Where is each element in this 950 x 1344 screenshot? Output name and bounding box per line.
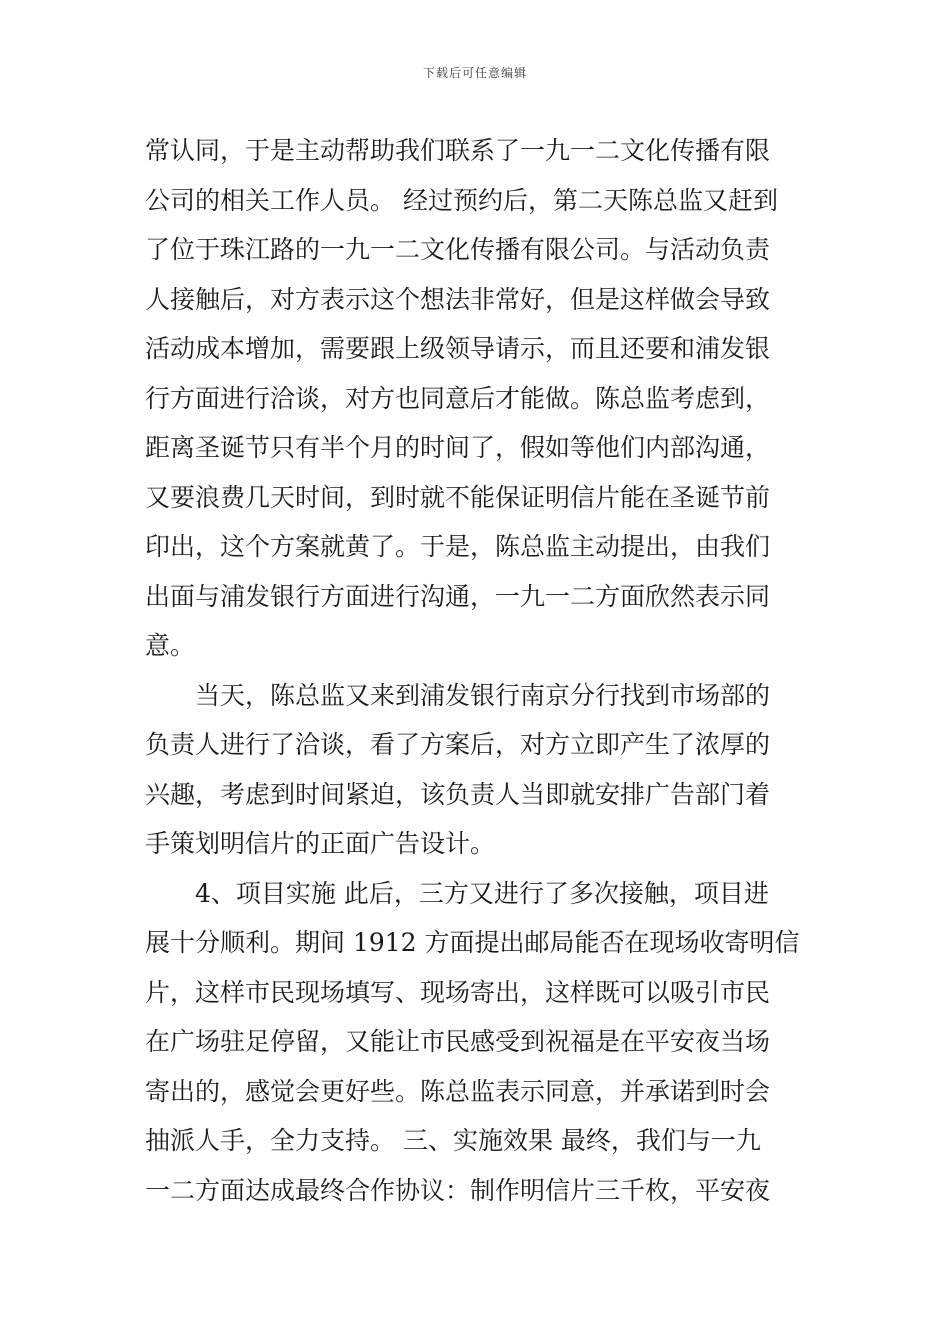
text-line: 抽派人手，全力支持。 三、实施效果 最终，我们与一九 xyxy=(145,1126,761,1155)
text-line: 公司的相关工作人员。 经过预约后，第二天陈总监又赶到 xyxy=(145,185,778,215)
text-line: 片，这样市民现场填写、现场寄出，这样既可以吸引市民 xyxy=(145,977,771,1007)
text-line: 又要浪费几天时间，到时就不能保证明信片能在圣诞节前 xyxy=(145,482,771,512)
text-line: 印出，这个方案就黄了。于是，陈总监主动提出，由我们 xyxy=(145,532,771,561)
text-line: 手策划明信片的正面广告设计。 xyxy=(145,829,496,858)
text-line: 展十分顺利。期间 1912 方面提出邮局能否在现场收寄明信 xyxy=(145,928,800,957)
text-line: 寄出的，感觉会更好些。陈总监表示同意，并承诺到时会 xyxy=(145,1076,771,1106)
page-header: 下载后可任意编辑 xyxy=(422,66,527,80)
text-line: 活动成本增加，需要跟上级领导请示，而且还要和浦发银 xyxy=(145,334,771,363)
text-line: 意。 xyxy=(145,631,196,660)
text-line: 了位于珠江路的一九一二文化传播有限公司。与活动负责 xyxy=(145,235,771,264)
document-body xyxy=(145,126,815,1215)
text-line: 兴趣，考虑到时间紧迫，该负责人当即就安排广告部门着 xyxy=(145,779,771,809)
text-line: 一二方面达成最终合作协议：制作明信片三千枚，平安夜 xyxy=(145,1175,771,1205)
text-line: 常认同，于是主动帮助我们联系了一九一二文化传播有限 xyxy=(145,136,771,165)
text-line: 在广场驻足停留，又能让市民感受到祝福是在平安夜当场 xyxy=(145,1027,771,1056)
text-line: 距离圣诞节只有半个月的时间了，假如等他们内部沟通， xyxy=(145,433,771,462)
text-line: 负责人进行了洽谈，看了方案后，对方立即产生了浓厚的 xyxy=(145,730,771,759)
text-line: 4、项目实施 此后，三方又进行了多次接触，项目进 xyxy=(145,878,769,908)
text-line: 人接触后，对方表示这个想法非常好，但是这样做会导致 xyxy=(145,284,771,314)
text-line: 行方面进行洽谈，对方也同意后才能做。陈总监考虑到， xyxy=(145,383,771,413)
text-line: 当天，陈总监又来到浦发银行南京分行找到市场部的 xyxy=(145,680,771,710)
text-line: 出面与浦发银行方面进行沟通，一九一二方面欣然表示同 xyxy=(145,581,771,611)
